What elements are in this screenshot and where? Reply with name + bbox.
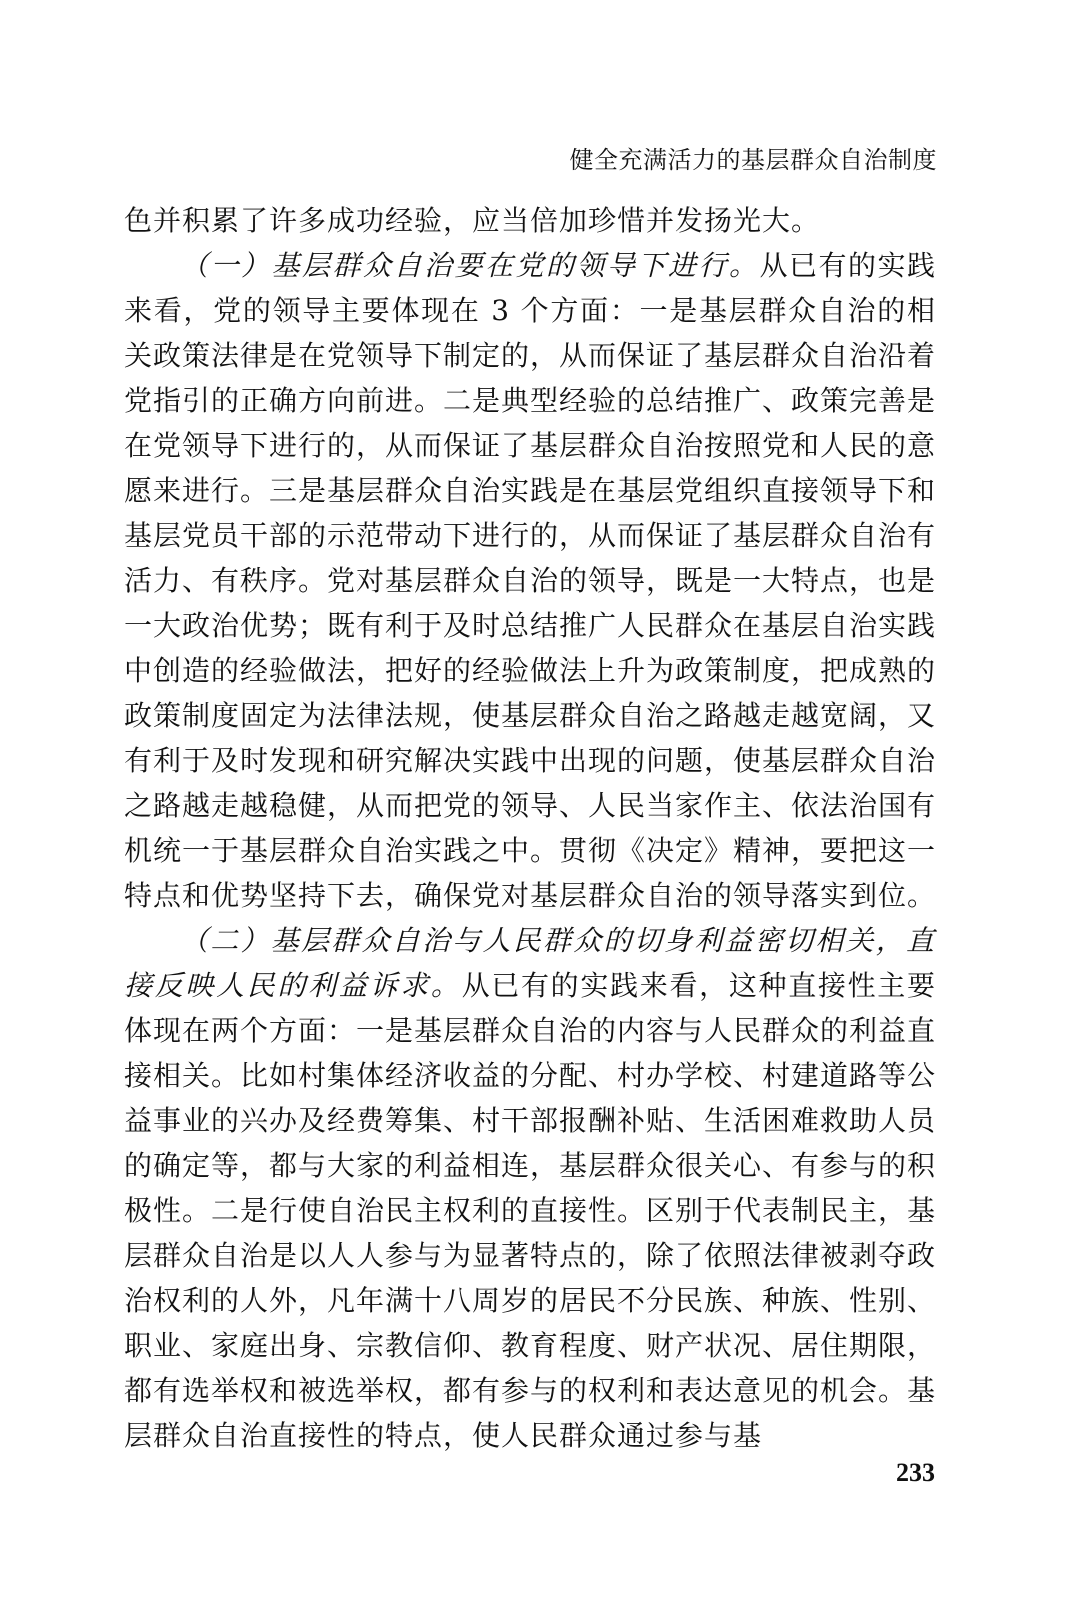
page-number: 233	[896, 1458, 935, 1487]
section-2-heading: （二）基层群众自治与人民群众的切身利益密切相关，直接反映人民的利益诉求。	[124, 924, 936, 1002]
body-text	[124, 198, 936, 1458]
section-1-body: 从已有的实践来看，党的领导主要体现在 3 个方面：一是基层群众自治的相关政策法律是在党领导下制定的，从而保证了基层群众自治沿着党指引的正确方向前进。二是典型经验的总结推广、政策完善是在党领导下进行的，从而保证了基层群众自治按照党和人民的意愿来进行。三是基层群众自治实践是在基层党组织直接领导下和基层党员干部的示范带动下进行的，从而保证了基层群众自治有活力、有秩序。党对基层群众自治的领导，既是一大特点，也是一大政治优势；既有利于及时总结推广人民群众在基层自治实践中创造的经验做法，把好的经验做法上升为政策制度，把成熟的政策制度固定为法律法规，使基层群众自治之路越走越宽阔，又有利于及时发现和研究解决实践中出现的问题，使基层群众自治之路越走越稳健，从而把党的领导、人民当家作主、依法治国有机统一于基层群众自治实践之中。贯彻《决定》精神，要把这一特点和优势坚持下去，确保党对基层群众自治的领导落实到位。	[124, 249, 937, 912]
section-1-heading: （一）基层群众自治要在党的领导下进行。	[180, 249, 760, 282]
running-head: 健全充满活力的基层群众自治制度	[569, 146, 937, 174]
paragraph-section-2	[124, 918, 936, 1458]
paragraph-continuation: 色并积累了许多成功经验，应当倍加珍惜并发扬光大。	[124, 204, 821, 237]
section-2-body: 从已有的实践来看，这种直接性主要体现在两个方面：一是基层群众自治的内容与人民群众的利益直接相关。比如村集体经济收益的分配、村办学校、村建道路等公益事业的兴办及经费筹集、村干部报酬补贴、生活困难救助人员的确定等，都与大家的利益相连，基层群众很关心、有参与的积极性。二是行使自治民主权利的直接性。区别于代表制民主，基层群众自治是以人人参与为显著特点的，除了依照法律被剥夺政治权利的人外，凡年满十八周岁的居民不分民族、种族、性别、职业、家庭出身、宗教信仰、教育程度、财产状况、居住期限，都有选举权和被选举权，都有参与的权利和表达意见的机会。基层群众自治直接性的特点，使人民群众通过参与基	[124, 969, 937, 1452]
paragraph-section-1	[124, 243, 936, 918]
